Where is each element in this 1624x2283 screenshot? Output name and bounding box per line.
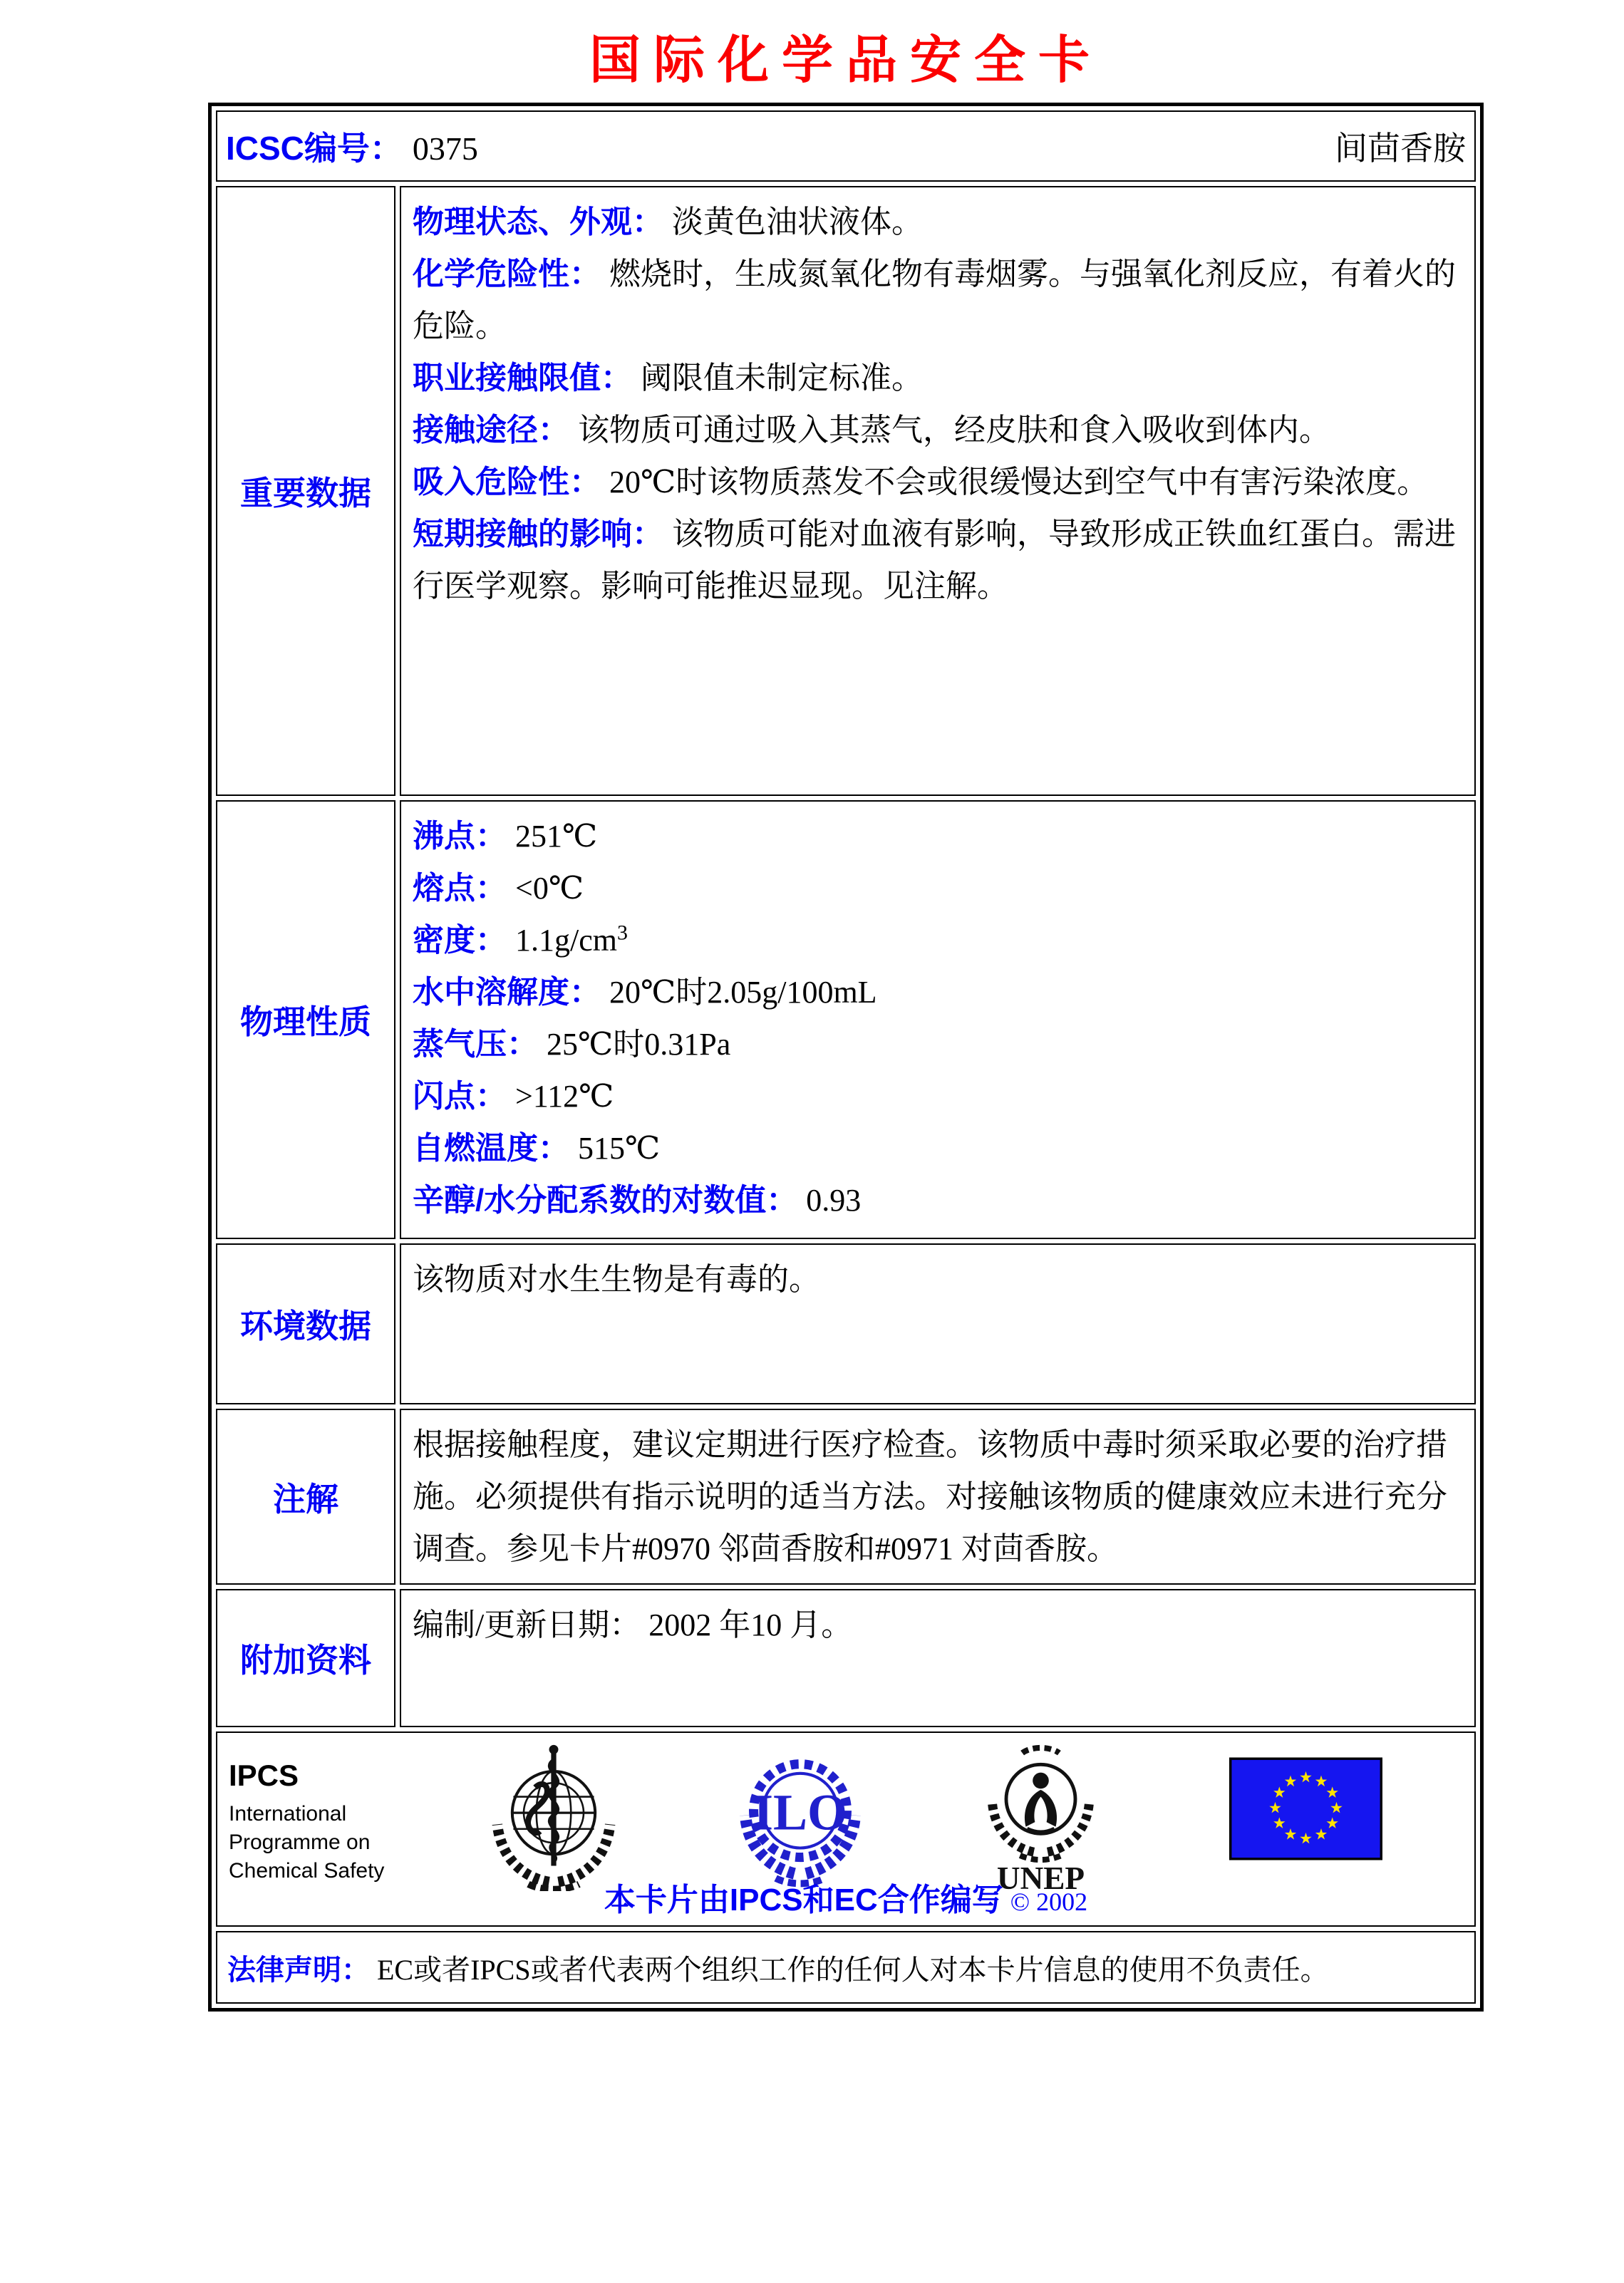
field-label: 物理状态、外观： <box>413 205 663 239</box>
density-superscript: 3 <box>616 921 628 945</box>
field-row <box>413 1070 1463 1122</box>
section-label-physical: 物理性质 <box>216 800 395 1239</box>
field-label: 辛醇/水分配系数的对数值： <box>413 1183 798 1218</box>
field-label: 接触途径： <box>413 413 569 447</box>
icsc-number <box>226 123 478 170</box>
field-row <box>413 810 1463 862</box>
field-row <box>413 914 1463 966</box>
field-row <box>413 352 1463 404</box>
section-label-environment: 环境数据 <box>216 1243 395 1404</box>
icsc-number-value: 0375 <box>412 130 478 167</box>
field-value: 阈限值未制定标准。 <box>641 361 923 395</box>
field-row <box>413 966 1463 1018</box>
icsc-card-table <box>208 103 1484 2012</box>
field-label: 蒸气压： <box>413 1027 538 1062</box>
field-row <box>413 1122 1463 1174</box>
footer-caption <box>217 1874 1474 1920</box>
field-label: 短期接触的影响： <box>413 517 663 552</box>
ipcs-subtitle-line: International <box>229 1802 347 1826</box>
field-label: 职业接触限值： <box>413 361 632 395</box>
field-row <box>413 248 1463 352</box>
additional-text: 编制/更新日期： 2002 年10 月。 <box>413 1608 853 1642</box>
row-environmental-data <box>216 1243 1476 1404</box>
ipcs-title: IPCS <box>229 1759 299 1792</box>
field-value: 该物质可能对血液有影响，导致形成正铁血红蛋白。需进行医学观察。影响可能推迟显现。见注解。 <box>413 517 1456 604</box>
environment-text: 该物质对水生生物是有毒的。 <box>413 1262 820 1297</box>
legal-text: EC或者IPCS或者代表两个组织工作的任何人对本卡片信息的使用不负责任。 <box>377 1953 1329 1986</box>
icsc-document-page <box>0 19 1624 2283</box>
ilo-text: ILO <box>752 1784 848 1841</box>
section-content-important <box>400 186 1476 796</box>
field-row <box>413 862 1463 914</box>
ipcs-subtitle-line: Programme on <box>229 1831 371 1854</box>
legal-cell <box>216 1931 1476 2004</box>
section-content-physical <box>400 800 1476 1239</box>
field-label: 水中溶解度： <box>413 975 601 1010</box>
section-content-notes <box>400 1409 1476 1585</box>
field-value: <0℃ <box>515 871 584 906</box>
field-value: 淡黄色油状液体。 <box>672 205 923 239</box>
section-label-notes: 注解 <box>216 1409 395 1585</box>
header-cell <box>216 110 1476 182</box>
field-label: 熔点： <box>413 871 507 906</box>
section-label-important: 重要数据 <box>216 186 395 796</box>
who-logo-icon <box>482 1741 625 1895</box>
row-logos <box>216 1731 1476 1927</box>
section-content-additional <box>400 1589 1476 1727</box>
row-additional-info <box>216 1589 1476 1727</box>
field-value: 燃烧时，生成氮氧化物有毒烟雾。与强氧化剂反应，有着火的危险。 <box>413 257 1456 343</box>
legal-label: 法律声明： <box>227 1954 370 1986</box>
field-row <box>413 1018 1463 1070</box>
field-row <box>413 196 1463 248</box>
section-label-additional: 附加资料 <box>216 1589 395 1727</box>
ilo-logo-icon <box>736 1743 864 1893</box>
field-value: 25℃时0.31Pa <box>547 1027 731 1062</box>
field-value: 20℃时该物质蒸发不会或很缓慢达到空气中有害污染浓度。 <box>609 465 1429 499</box>
header-row <box>216 110 1476 182</box>
section-content-environment <box>400 1243 1476 1404</box>
row-legal-statement <box>216 1931 1476 2004</box>
field-value: 1.1g/cm <box>515 923 617 958</box>
field-label: 吸入危险性： <box>413 465 601 499</box>
field-value: 251℃ <box>515 819 598 854</box>
eu-flag-icon <box>1229 1757 1382 1864</box>
row-important-data <box>216 186 1476 796</box>
field-value: 0.93 <box>806 1183 862 1218</box>
chemical-name: 间茴香胺 <box>1335 130 1466 167</box>
field-value: 20℃时2.05g/100mL <box>609 975 877 1010</box>
ipcs-subtitle-line: Chemical Safety <box>229 1859 385 1883</box>
field-value: >112℃ <box>515 1079 614 1114</box>
field-label: 自燃温度： <box>413 1131 569 1166</box>
field-row <box>413 404 1463 456</box>
field-label: 密度： <box>413 923 507 958</box>
copyright-text: © 2002 <box>1010 1888 1088 1916</box>
field-label: 闪点： <box>413 1079 507 1114</box>
field-row <box>413 1174 1463 1226</box>
field-row <box>413 508 1463 612</box>
notes-text: 根据接触程度，建议定期进行医疗检查。该物质中毒时须采取必要的治疗措施。必须提供有指示说明的适当方法。对接触该物质的健康效应未进行充分调查。参见卡片#0970 邻茴香胺和#0971 对茴香胺。 <box>413 1427 1447 1566</box>
row-physical-properties <box>216 800 1476 1239</box>
icsc-number-label: ICSC编号： <box>226 130 403 167</box>
ipcs-block <box>229 1759 384 1885</box>
field-value: 该物质可通过吸入其蒸气，经皮肤和食入吸收到体内。 <box>578 413 1330 447</box>
row-notes <box>216 1409 1476 1585</box>
unep-text: UNEP <box>996 1860 1085 1895</box>
page-title: 国际化学品安全卡 <box>589 32 1102 89</box>
field-row <box>413 456 1463 508</box>
field-value: 515℃ <box>578 1131 661 1166</box>
field-label: 沸点： <box>413 819 507 854</box>
field-label: 化学危险性： <box>413 257 601 291</box>
logos-cell <box>216 1731 1476 1927</box>
caption-text: 本卡片由IPCS和EC合作编写 <box>604 1883 1003 1917</box>
